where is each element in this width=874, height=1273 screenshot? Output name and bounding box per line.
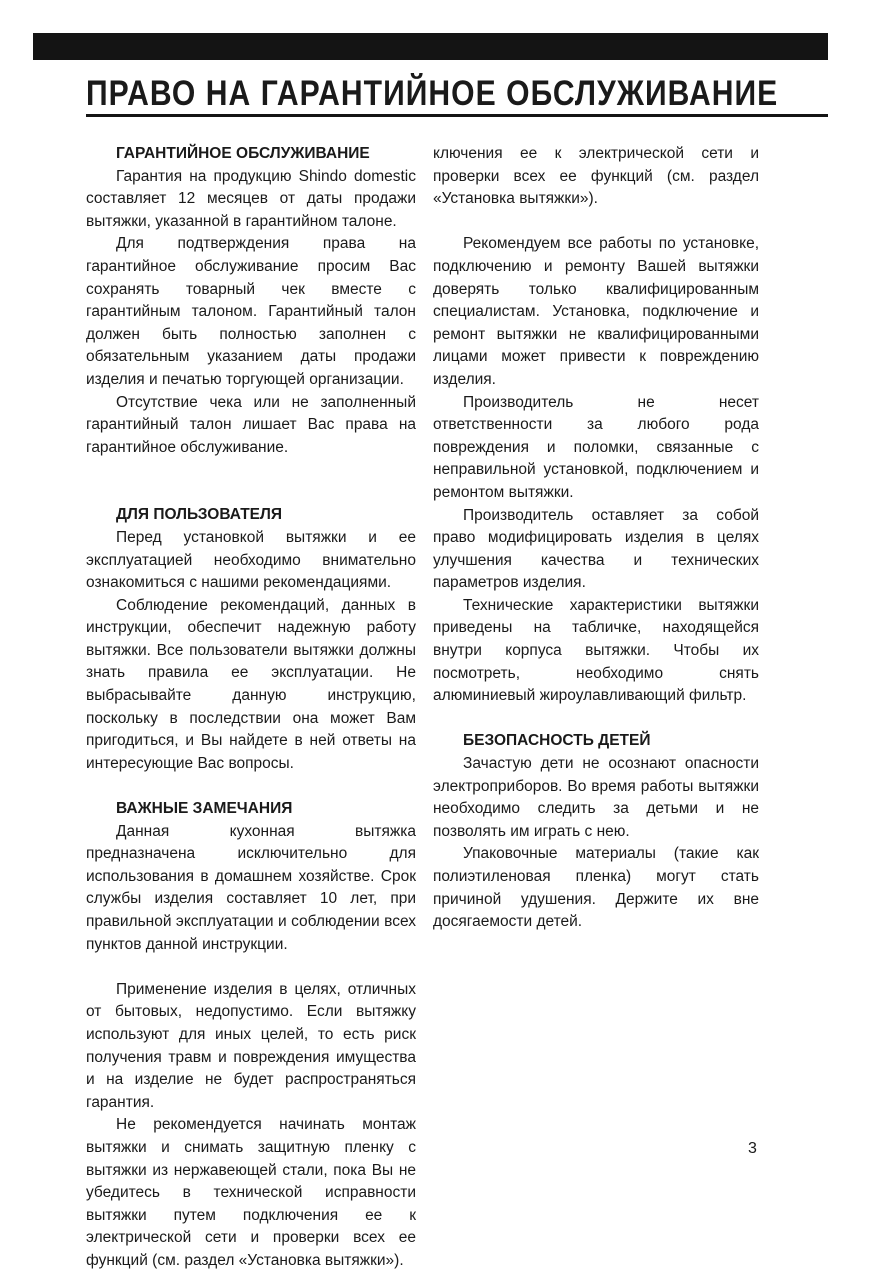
header-bar (33, 33, 828, 60)
section-heading-user: ДЛЯ ПОЛЬЗОВАТЕЛЯ (116, 506, 283, 524)
user-paragraph-2: Соблюдение рекомендаций, данных в инструкции, обеспечит надежную работу вытяжки. Все пользователи вытяжки должны знать правила ее эксплуатации. Не выбрасывайте данную инструкцию, поскольку в последствии она может Вам пригодиться, и Вы найдете в ней ответы на интересующие Вас вопросы. (86, 596, 416, 772)
right-column (433, 143, 759, 934)
notes-paragraph-3-continued: ключения ее к электрической сети и проверки всех ее функций (см. раздел «Установка вытяжки»). (433, 145, 759, 208)
warranty-paragraph-1: Гарантия на продукцию Shindo domestic составляет 12 месяцев от даты продажи вытяжки, указанной в гарантийном талоне. (86, 167, 416, 230)
children-paragraph-2: Упаковочные материалы (такие как полиэтиленовая пленка) могут стать причиной удушения. Держите их вне досягаемости детей. (433, 845, 759, 931)
warranty-paragraph-3: Отсутствие чека или не заполненный гарантийный талон лишает Вас права на гарантийное обслуживание. (86, 393, 416, 456)
notes-paragraph-7: Технические характеристики вытяжки приведены на табличке, находящейся внутри корпуса вытяжки. Чтобы их посмотреть, необходимо снять алюминиевый жироулавливающий фильтр. (433, 596, 759, 705)
title-underline (86, 114, 828, 117)
section-heading-children: БЕЗОПАСНОСТЬ ДЕТЕЙ (463, 732, 651, 750)
section-heading-notes: ВАЖНЫЕ ЗАМЕЧАНИЯ (116, 800, 293, 818)
notes-paragraph-3: Не рекомендуется начинать монтаж вытяжки и снимать защитную пленку с вытяжки из нержавеющей стали, пока Вы не убедитесь в технической исправности вытяжки путем подключения ее к электрической сети и проверки всех ее функций (см. раздел «Установка вытяжки»). (86, 1116, 416, 1269)
page-number: 3 (748, 1140, 757, 1157)
section-heading-warranty: ГАРАНТИЙНОЕ ОБСЛУЖИВАНИЕ (116, 145, 370, 162)
notes-paragraph-1: Данная кухонная вытяжка предназначена исключительно для использования в домашнем хозяйстве. Срок службы изделия составляет 10 лет, при правильной эксплуатации и соблюдении всех пунктов данной инструкции. (86, 822, 416, 953)
user-paragraph-1: Перед установкой вытяжки и ее эксплуатацией необходимо внимательно ознакомиться с нашими рекомендациями. (86, 528, 416, 592)
notes-paragraph-4: Рекомендуем все работы по установке, подключению и ремонту Вашей вытяжки доверять только квалифицированным специалистам. Установка, подключение и ремонт вытяжки не квалифицированными лицами может привести к повреждению изделия. (433, 235, 759, 388)
warranty-paragraph-2: Для подтверждения права на гарантийное обслуживание просим Вас сохранять товарный чек вместе с гарантийным талоном. Гарантийный талон должен быть полностью заполнен с обязательным указанием даты продажи изделия и печатью торгующей организации. (86, 235, 416, 388)
notes-paragraph-5: Производитель не несет ответственности за любого рода повреждения и поломки, связанные с неправильной установкой, подключением и ремонтом вытяжки. (433, 393, 759, 501)
page-title: ПРАВО НА ГАРАНТИЙНОЕ ОБСЛУЖИВАНИЕ (86, 74, 779, 113)
left-column (86, 143, 416, 1273)
children-paragraph-1: Зачастую дети не осознают опасности электроприборов. Во время работы вытяжки необходимо следить за детьми и не позволять им играть с нею. (433, 755, 759, 840)
notes-paragraph-6: Производитель оставляет за собой право модифицировать изделия в целях улучшения качества и технических параметров изделия. (433, 506, 759, 592)
notes-paragraph-2: Применение изделия в целях, отличных от бытовых, недопустимо. Если вытяжку используют для иных целей, то есть риск получения травм и повреждения имущества и на изделие не будет распространяться гарантия. (86, 980, 416, 1111)
